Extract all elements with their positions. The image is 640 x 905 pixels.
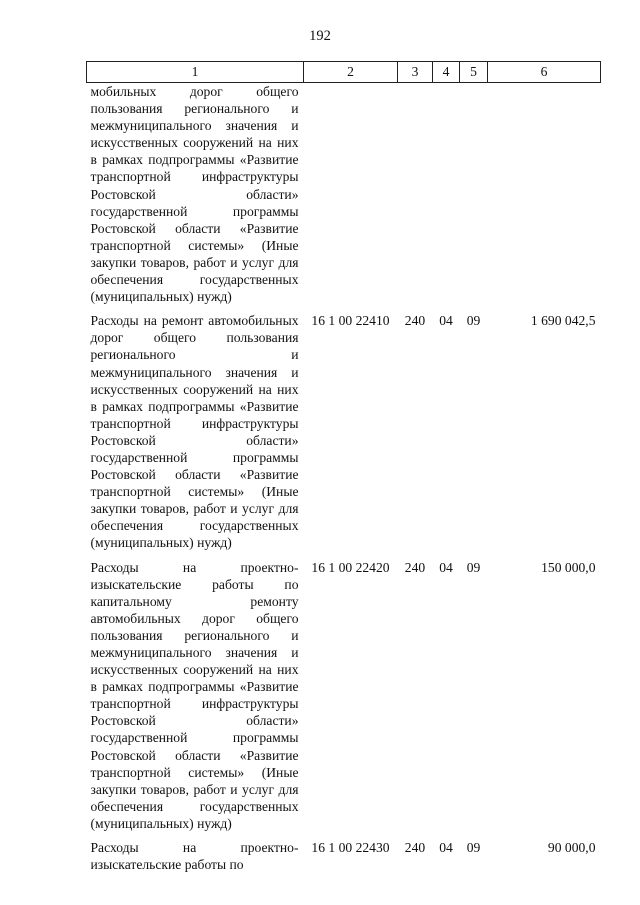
subsection-code: 09 <box>466 840 481 856</box>
column-header-1: 1 <box>87 62 304 83</box>
expense-type-code: 240 <box>404 559 426 575</box>
subsection-code: 09 <box>466 559 481 575</box>
column-header-5: 5 <box>460 62 488 83</box>
table-row-continued <box>87 83 601 306</box>
table-row <box>87 552 601 833</box>
column-header-6: 6 <box>488 62 601 83</box>
amount: 1 690 042,5 <box>530 313 596 329</box>
amount: 150 000,0 <box>541 559 596 575</box>
budget-table <box>86 61 601 873</box>
row-description: Расходы на ремонт автомобильных дорог общего пользования регионального и межмуниципального значения и искусственных сооружений на них в рамках подпрограммы «Развитие транспортной инфраструктуры Ростовской области» государственной программы Ростовской области «Развитие транспортной системы» (Иные закупки товаров, работ и услуг для обеспечения государственных (муниципальных) нужд) <box>90 313 299 551</box>
row-description: Расходы на проектно-изыскательские работы по <box>90 840 299 873</box>
column-header-3: 3 <box>398 62 433 83</box>
expense-type-code: 240 <box>404 840 426 856</box>
table-header <box>87 62 601 83</box>
target-article-code: 16 1 00 22420 <box>311 559 390 575</box>
page-number: 192 <box>309 28 331 44</box>
table-row <box>87 832 601 873</box>
target-article-code: 16 1 00 22430 <box>311 840 390 856</box>
row-description: Расходы на проектно-изыскательские работы по капитальному ремонту автомобильных дорог общего пользования регионального и межмуниципального значения и искусственных сооружений на них в рамках подпрограммы «Развитие транспортной инфраструктуры Ростовской области» государственной программы Ростовской области «Развитие транспортной системы» (Иные закупки товаров, работ и услуг для обеспечения государственных (муниципальных) нужд) <box>90 559 299 831</box>
subsection-code: 09 <box>466 313 481 329</box>
section-code: 04 <box>439 559 453 575</box>
expense-type-code: 240 <box>404 313 426 329</box>
section-code: 04 <box>439 313 453 329</box>
section-code: 04 <box>439 840 453 856</box>
amount: 90 000,0 <box>547 840 596 856</box>
target-article-code: 16 1 00 22410 <box>311 313 390 329</box>
column-header-4: 4 <box>433 62 460 83</box>
column-header-2: 2 <box>304 62 398 83</box>
row-description: мобильных дорог общего пользования регионального и межмуниципального значения и искусственных сооружений на них в рамках подпрограммы «Развитие транспортной инфраструктуры Ростовской области» государственной программы Ростовской области «Развитие транспортной системы» (Иные закупки товаров, работ и услуг для обеспечения государственных (муниципальных) нужд) <box>90 84 299 305</box>
table-row <box>87 305 601 551</box>
